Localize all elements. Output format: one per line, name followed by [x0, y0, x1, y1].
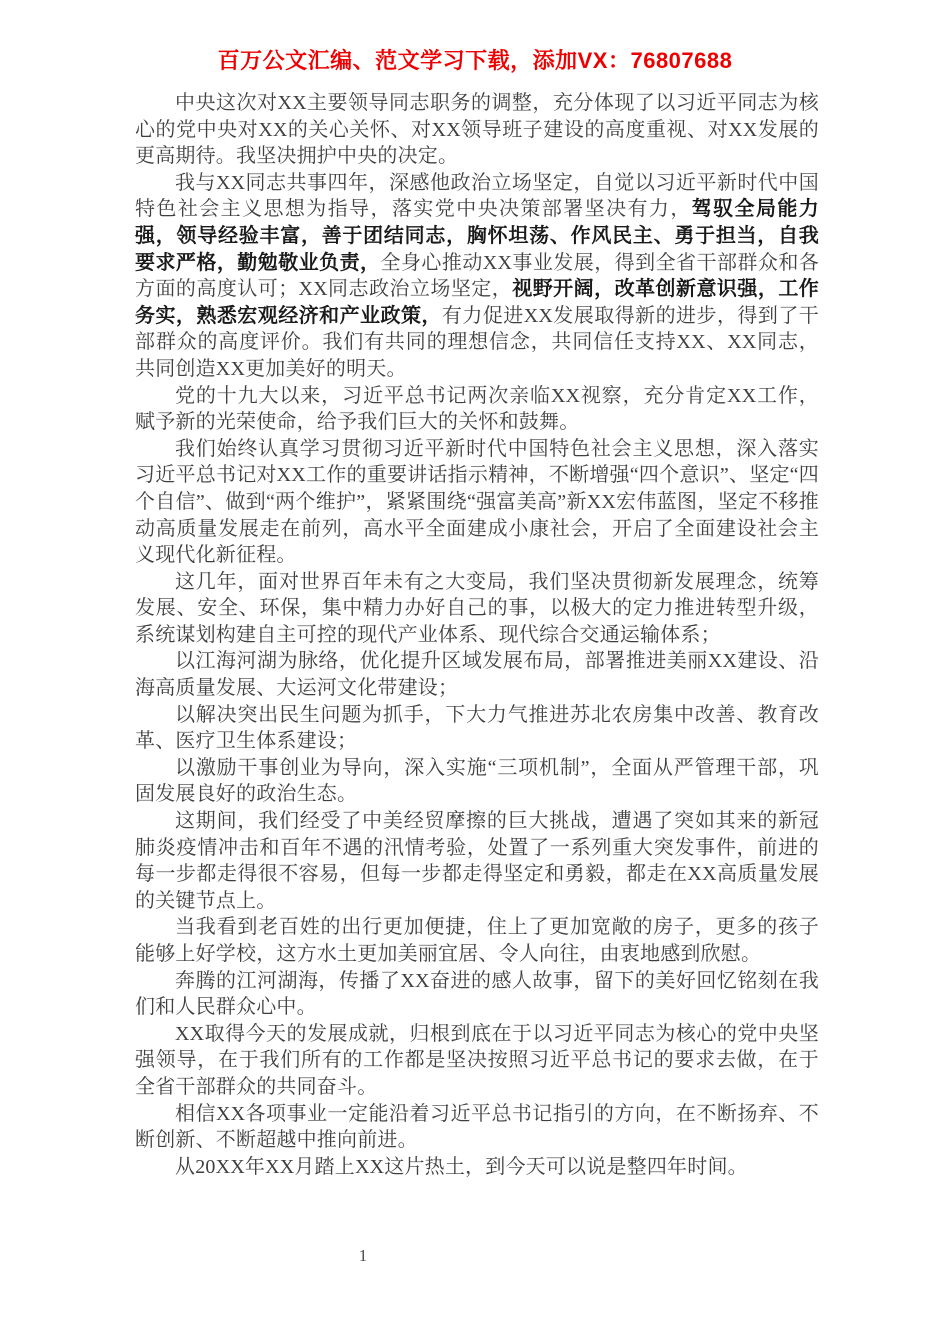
text-run: 从20XX年XX月踏上XX这片热土，到今天可以说是整四年时间。 [175, 1155, 748, 1178]
paragraph [135, 808, 819, 914]
paragraph [135, 90, 819, 170]
text-run: 以江海河湖为脉络，优化提升区域发展布局，部署推进美丽XX建设、沿海高质量发展、大运河文化带建设； [135, 650, 819, 700]
paragraph [135, 170, 819, 383]
text-run: 我与XX同志共事四年，深感他政治立场坚定，自觉以习近平新时代中国特色社会主义思想为指导，落实党中央决策部署坚决有力， [135, 171, 819, 221]
text-run: 以激励干事创业为导向，深入实施“三项机制”，全面从严管理干部，巩固发展良好的政治生态。 [135, 756, 819, 806]
document-body [135, 90, 819, 1180]
text-run: 这期间，我们经受了中美经贸摩擦的巨大挑战，遭遇了突如其来的新冠肺炎疫情冲击和百年不遇的汛情考验，处置了一系列重大突发事件，前进的每一步都走得很不容易，但每一步都走得坚定和勇毅，都走在XX高质量发展的关键节点上。 [135, 810, 819, 912]
text-run: 这几年，面对世界百年未有之大变局，我们坚决贯彻新发展理念，统筹发展、安全、环保，集中精力办好自己的事，以极大的定力推进转型升级，系统谋划构建自主可控的现代产业体系、现代综合交通运输体系； [135, 570, 819, 646]
text-run: 党的十九大以来，习近平总书记两次亲临XX视察，充分肯定XX工作，赋予新的光荣使命，给予我们巨大的关怀和鼓舞。 [135, 384, 819, 434]
text-run: 奔腾的江河湖海，传播了XX奋进的感人故事，留下的美好回忆铭刻在我们和人民群众心中。 [135, 969, 819, 1019]
text-run: 全身心推动XX事业发展，得到全省干部群众和各方面的高度认可；XX同志政治立场坚定， [135, 251, 819, 301]
bold-text-run: 驾驭全局能力强，领导经验丰富，善于团结同志，胸怀坦荡、作风民主、勇于担当，自我要求严格，勤勉敬业负责， [135, 198, 819, 274]
paragraph [135, 702, 819, 755]
text-run: 相信XX各项事业一定能沿着习近平总书记指引的方向，在不断扬弃、不断创新、不断超越中推向前进。 [135, 1102, 819, 1152]
text-run: 我们始终认真学习贯彻习近平新时代中国特色社会主义思想，深入落实习近平总书记对XX工作的重要讲话指示精神，不断增强“四个意识”、坚定“四个自信”、做到“两个维护”，紧紧围绕“强富美高”新XX宏伟蓝图，坚定不移推动高质量发展走在前列，高水平全面建成小康社会，开启了全面建设社会主义现代化新征程。 [135, 437, 819, 567]
paragraph [135, 1021, 819, 1101]
paragraph [135, 1154, 819, 1181]
text-run: XX取得今天的发展成就，归根到底在于以习近平同志为核心的党中央坚强领导，在于我们所有的工作都是坚决按照习近平总书记的要求去做，在于全省干部群众的共同奋斗。 [135, 1022, 819, 1098]
text-run: 有力促进XX发展取得新的进步，得到了干部群众的高度评价。我们有共同的理想信念，共同信任支持XX、XX同志，共同创造XX更加美好的明天。 [135, 304, 820, 380]
paragraph [135, 755, 819, 808]
page-number: 1 [358, 1246, 368, 1265]
promo-header-text: 百万公文汇编、范文学习下载，添加VX：76807688 [217, 48, 733, 73]
text-run: 以解决突出民生问题为抓手，下大力气推进苏北农房集中改善、教育改革、医疗卫生体系建设； [135, 703, 819, 753]
text-run: 当我看到老百姓的出行更加便捷，住上了更加宽敞的房子，更多的孩子能够上好学校，这方水土更加美丽宜居、令人向往，由衷地感到欣慰。 [135, 916, 819, 965]
text-run: 中央这次对XX主要领导同志职务的调整，充分体现了以习近平同志为核心的党中央对XX的关心关怀、对XX领导班子建设的高度重视、对XX发展的更高期待。我坚决拥护中央的决定。 [135, 92, 819, 168]
bold-text-run: 视野开阔，改革创新意识强，工作务实，熟悉宏观经济和产业政策， [135, 278, 820, 327]
paragraph [135, 968, 819, 1021]
paragraph [135, 1101, 819, 1154]
paragraph [135, 383, 819, 436]
paragraph [135, 648, 819, 701]
paragraph [135, 436, 819, 569]
paragraph [135, 569, 819, 649]
paragraph [135, 914, 819, 967]
